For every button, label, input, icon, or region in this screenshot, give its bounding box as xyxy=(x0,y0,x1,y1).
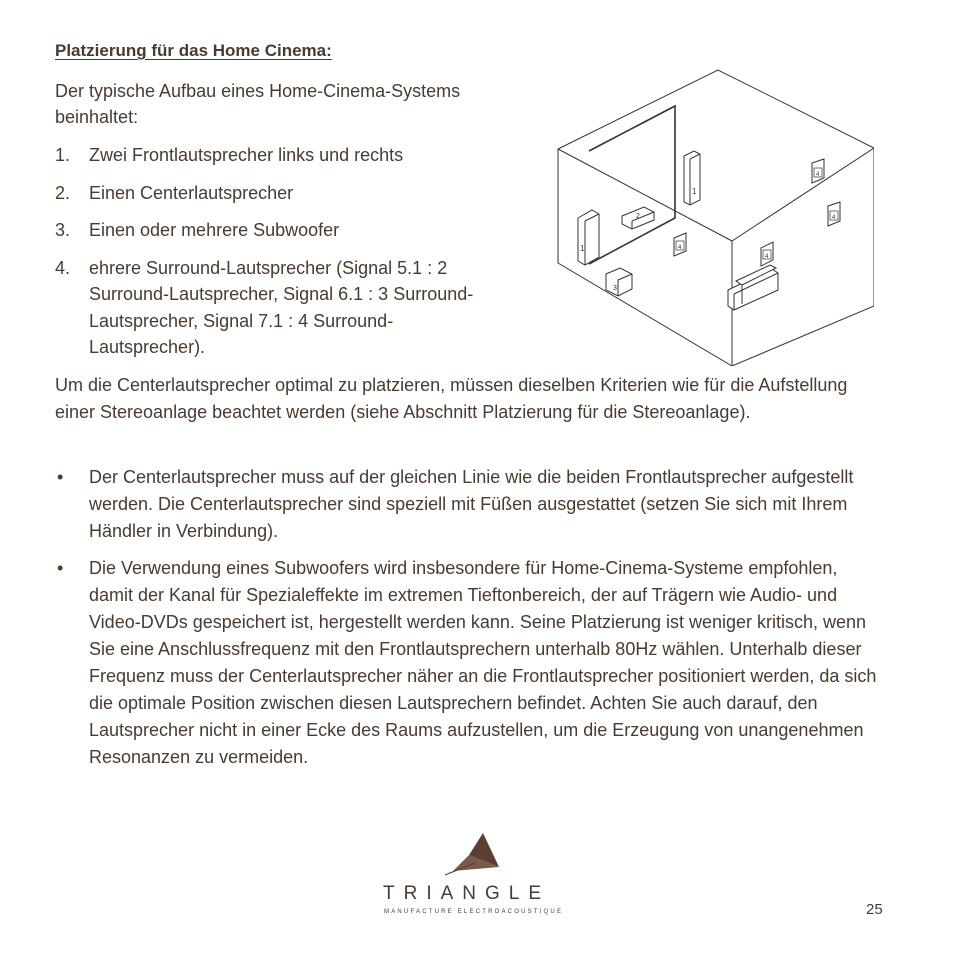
sofa xyxy=(728,265,778,310)
label-4c: 4 xyxy=(816,172,820,178)
label-2: 2 xyxy=(636,213,640,220)
label-1: 1 xyxy=(580,244,585,253)
label-1b: 1 xyxy=(692,187,697,196)
list-number: 1. xyxy=(55,145,71,165)
list-item xyxy=(55,255,495,361)
list-text: ehrere Surround-Lautsprecher (Signal 5.1 : 2 Surround-Lautsprecher, Signal 6.1 : 3 Surround-Lautsprecher, Signal 7.1 : 4 Surround-Lautsprecher). xyxy=(89,257,474,357)
surround-speaker-a xyxy=(674,233,686,256)
label-4b: 4 xyxy=(765,254,769,260)
intro-text: Der typische Aufbau eines Home-Cinema-Systems beinhaltet: xyxy=(55,81,461,127)
subwoofer xyxy=(606,268,632,296)
surround-speaker-d xyxy=(828,202,840,226)
center-placement-paragraph: Um die Centerlautsprecher optimal zu platzieren, müssen dieselben Kriterien wie für die Aufstellung einer Stereoanlage beachtet werden (siehe Abschnitt Platzierung für die Stereoanlage). xyxy=(55,375,848,422)
list-number: 4. xyxy=(55,257,71,278)
speaker-list xyxy=(55,142,495,372)
label-3: 3 xyxy=(613,285,617,292)
bullet-list xyxy=(55,464,885,781)
page-number: 25 xyxy=(866,901,883,918)
bullet-dot: • xyxy=(57,467,64,487)
list-item xyxy=(55,464,885,545)
list-text: Einen Centerlautsprecher xyxy=(89,182,294,203)
surround-speaker-b xyxy=(761,242,773,266)
brand-name: TRIANGLE xyxy=(383,883,551,904)
center-speaker xyxy=(622,207,654,229)
list-item xyxy=(55,142,495,169)
bullet-text: Der Centerlautsprecher muss auf der gleichen Linie wie die beiden Frontlautsprecher aufgestellt werden. Die Centerlautsprecher sind speziell mit Füßen ausgestattet (setzen Sie sich mit Ihrem Händler in Verbindung). xyxy=(89,467,854,541)
list-item xyxy=(55,555,885,771)
list-item xyxy=(55,180,495,207)
list-number: 3. xyxy=(55,220,71,240)
room-diagram xyxy=(556,68,874,366)
label-4a: 4 xyxy=(678,245,682,251)
list-item xyxy=(55,217,495,244)
bullet-text: Die Verwendung eines Subwoofers wird insbesondere für Home-Cinema-Systeme empfohlen, damit der Kanal für Spezialeffekte im extremen Tieftonbereich, der auf Trägern wie Audio- und Video-DVDs gespeichert ist, hergestellt werden kann. Seine Platzierung ist weniger kritisch, wenn Sie eine Anschlussfrequenz mit den Frontlautsprechern unterhalb 80Hz wählen. Unterhalb dieser Frequenz muss der Centerlautsprecher näher an die Frontlautsprecher positioniert werden, da sich die optimale Position zwischen diesen Lautsprechern befindet. Achten Sie auch darauf, den Lautsprecher nicht in einer Ecke des Raums aufzustellen, um die Erzeugung von unangenehmen Resonanzen zu vermeiden. xyxy=(89,558,877,767)
triangle-logo-icon xyxy=(445,833,499,877)
front-left-speaker xyxy=(578,210,599,265)
front-right-speaker xyxy=(684,151,700,205)
section-heading: Platzierung für das Home Cinema: xyxy=(55,41,332,60)
brand-tagline: MANUFACTURE ELECTROACOUSTIQUE xyxy=(384,909,564,915)
bullet-dot: • xyxy=(57,558,64,578)
surround-speaker-c xyxy=(812,159,824,183)
label-4d: 4 xyxy=(832,215,836,221)
list-text: Einen oder mehrere Subwoofer xyxy=(89,220,340,240)
list-text: Zwei Frontlautsprecher links und rechts xyxy=(89,145,404,165)
list-number: 2. xyxy=(55,182,71,203)
